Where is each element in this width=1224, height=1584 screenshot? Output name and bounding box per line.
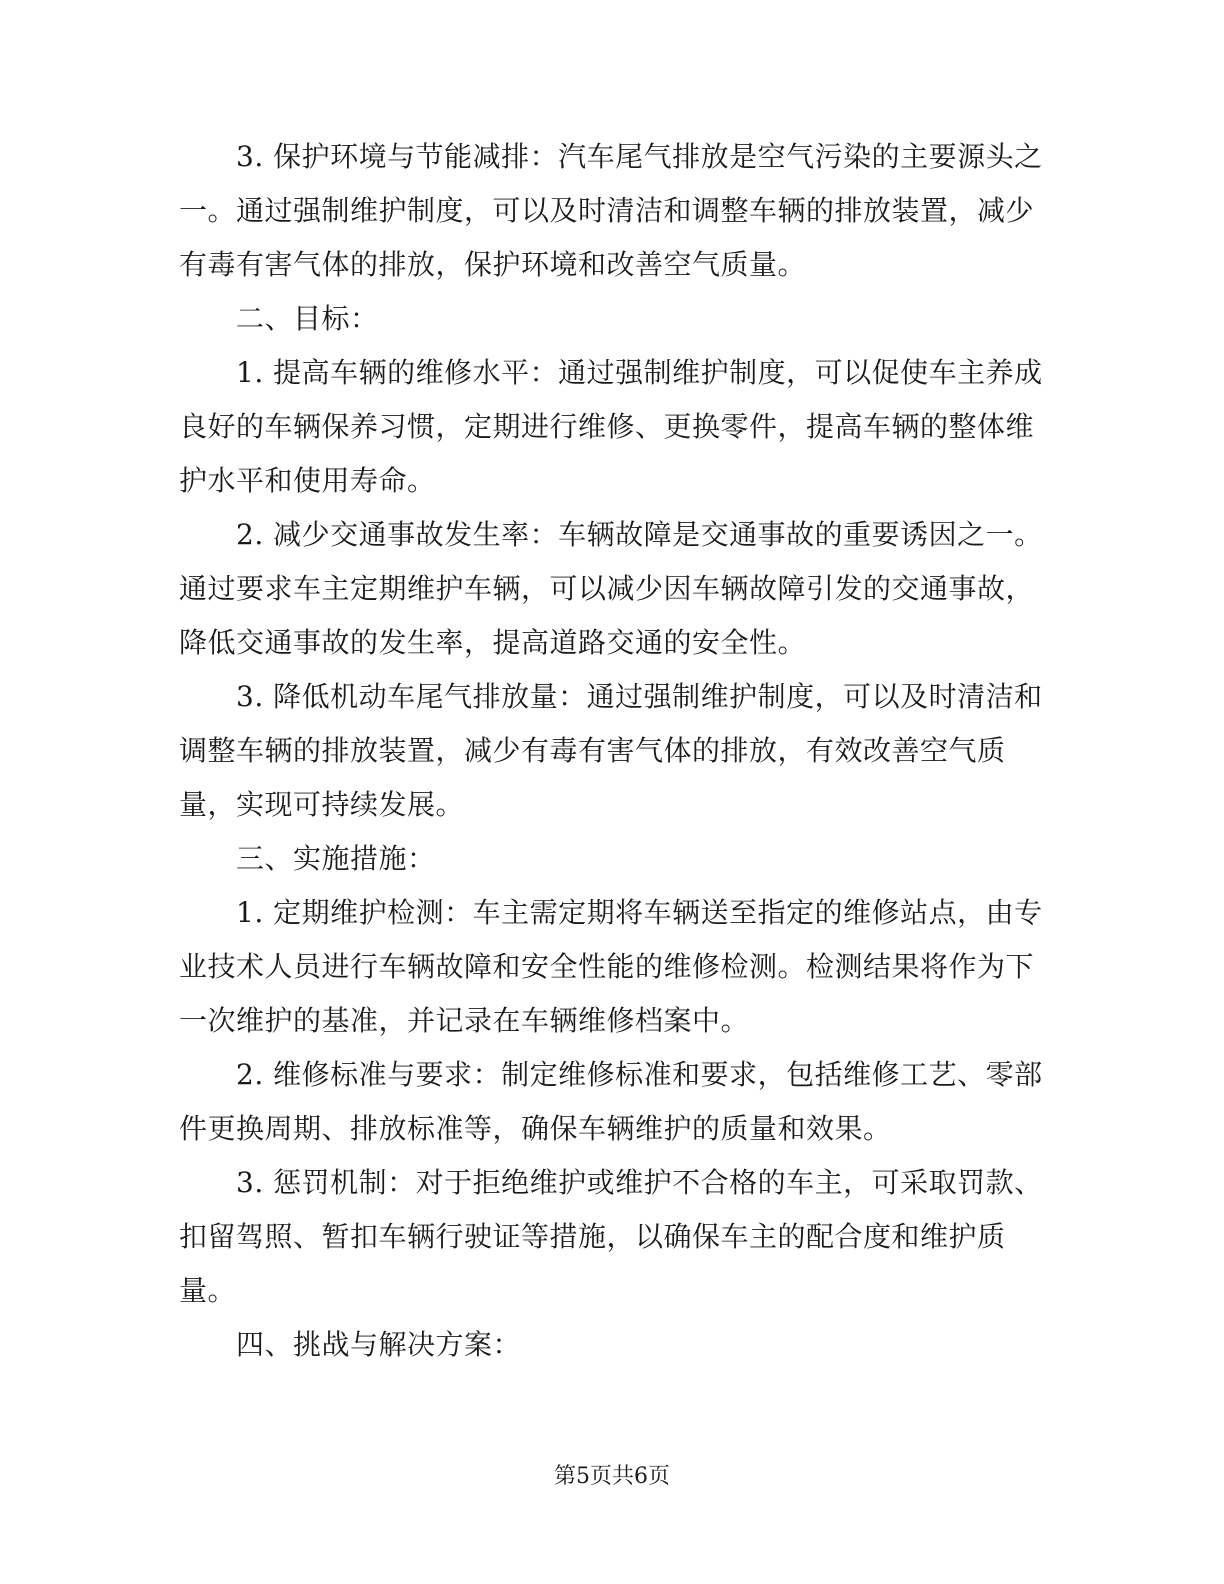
document-body	[179, 130, 1043, 1372]
paragraph-goal-2	[179, 508, 1043, 670]
heading-line: 二、目标：	[236, 302, 379, 335]
page-number-footer: 第5页共6页	[554, 1464, 670, 1489]
paragraph-goal-3	[179, 670, 1043, 832]
paragraph-goal-1	[179, 346, 1043, 508]
text-line: 调整车辆的排放装置，减少有毒有害气体的排放，有效改善空气质	[179, 734, 1006, 767]
section-heading-challenges	[179, 1318, 1031, 1372]
text-line: 良好的车辆保养习惯，定期进行维修、更换零件，提高车辆的整体维	[179, 410, 1035, 443]
text-line: 3. 降低机动车尾气排放量：通过强制维护制度，可以及时清洁和	[236, 680, 1043, 713]
text-line: 1. 定期维护检测：车主需定期将车辆送至指定的维修站点，由专	[236, 896, 1043, 929]
section-heading-goals	[179, 292, 1031, 346]
text-line: 2. 维修标准与要求：制定维修标准和要求，包括维修工艺、零部	[236, 1058, 1043, 1091]
paragraph-measure-2	[179, 1048, 1043, 1156]
text-line: 护水平和使用寿命。	[179, 464, 436, 497]
text-line: 量，实现可持续发展。	[179, 788, 465, 821]
section-heading-measures	[179, 832, 1031, 886]
paragraph-env-protection	[179, 130, 1043, 292]
text-line: 1. 提高车辆的维修水平：通过强制维护制度，可以促使车主养成	[236, 356, 1043, 389]
text-line: 件更换周期、排放标准等，确保车辆维护的质量和效果。	[179, 1112, 892, 1145]
text-line: 一次维护的基准，并记录在车辆维修档案中。	[179, 1004, 750, 1037]
text-line: 有毒有害气体的排放，保护环境和改善空气质量。	[179, 248, 807, 281]
text-line: 3. 惩罚机制：对于拒绝维护或维护不合格的车主，可采取罚款、	[236, 1166, 1043, 1199]
text-line: 扣留驾照、暂扣车辆行驶证等措施，以确保车主的配合度和维护质	[179, 1220, 1006, 1253]
paragraph-measure-1	[179, 886, 1043, 1048]
heading-line: 三、实施措施：	[236, 842, 436, 875]
text-line: 量。	[179, 1274, 237, 1307]
text-line: 3. 保护环境与节能减排：汽车尾气排放是空气污染的主要源头之	[236, 140, 1043, 173]
paragraph-measure-3	[179, 1156, 1043, 1318]
text-line: 业技术人员进行车辆故障和安全性能的维修检测。检测结果将作为下	[179, 950, 1035, 983]
text-line: 通过要求车主定期维护车辆，可以减少因车辆故障引发的交通事故，	[179, 572, 1035, 605]
heading-line: 四、挑战与解决方案：	[236, 1328, 522, 1361]
text-line: 2. 减少交通事故发生率：车辆故障是交通事故的重要诱因之一。	[236, 518, 1043, 551]
text-line: 一。通过强制维护制度，可以及时清洁和调整车辆的排放装置，减少	[179, 194, 1035, 227]
text-line: 降低交通事故的发生率，提高道路交通的安全性。	[179, 626, 807, 659]
